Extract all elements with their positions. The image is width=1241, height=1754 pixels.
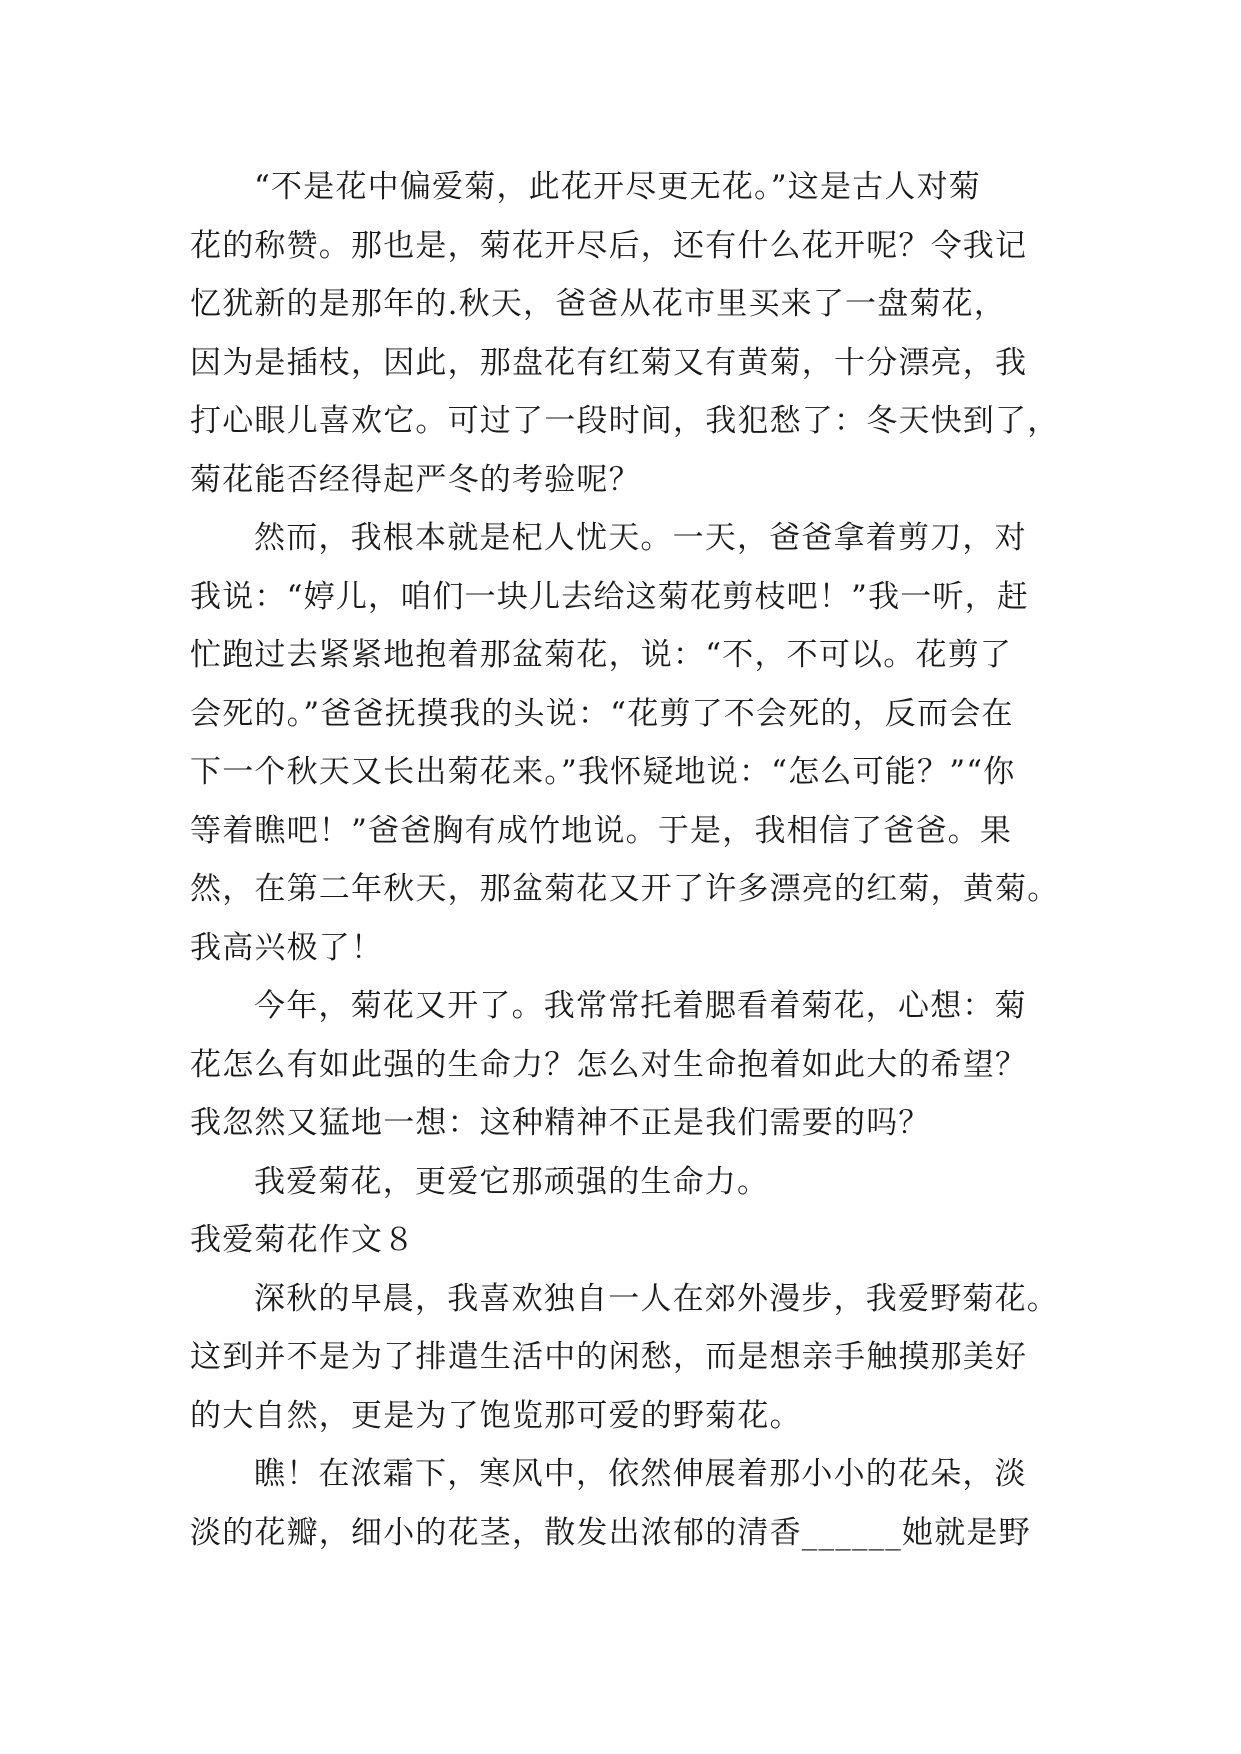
paragraph-line: 的大自然，更是为了饱览那可爱的野菊花。 [190, 1397, 802, 1434]
paragraph-line: 忆犹新的是那年的.秋天，爸爸从花市里买来了一盘菊花， [190, 286, 1007, 322]
paragraph-line: 我高兴极了！ [190, 929, 384, 966]
paragraph-line: 打心眼儿喜欢它。可过了一段时间，我犯愁了：冬天快到了， [190, 403, 1060, 439]
paragraph-line: 我说：“婷儿，咱们一块儿去给这菊花剪枝吧！”我一听，赶 [190, 578, 1030, 615]
paragraph-line: 花的称赞。那也是，菊花开尽后，还有什么花开呢？令我记 [190, 227, 1028, 264]
paragraph-line: 然而，我根本就是杞人忧天。一天，爸爸拿着剪刀，对 [254, 520, 1027, 556]
paragraph-line: 因为是插枝，因此，那盘花有红菊又有黄菊，十分漂亮，我 [190, 344, 1028, 381]
paragraph-line: 深秋的早晨，我喜欢独自一人在郊外漫步，我爱野菊花。 [254, 1280, 1059, 1317]
document-page [190, 158, 1060, 1562]
paragraph-line: 菊花能否经得起严冬的考验呢？ [190, 461, 641, 498]
paragraph-line: 花怎么有如此强的生命力？怎么对生命抱着如此大的希望？ [190, 1046, 1028, 1083]
paragraph-line: 等着瞧吧！”爸爸胸有成竹地说。于是，我相信了爸爸。果 [190, 812, 1013, 849]
paragraph-line: 会死的。”爸爸抚摸我的头说：“花剪了不会死的，反而会在 [190, 695, 1014, 732]
paragraph-line: 我爱菊花，更爱它那顽强的生命力。 [254, 1163, 770, 1200]
paragraph-line: 淡的花瓣，细小的花茎，散发出浓郁的清香______她就是野 [190, 1514, 1031, 1551]
paragraph-line: “不是花中偏爱菊，此花开尽更无花。”这是古人对菊 [254, 169, 981, 205]
paragraph-line: 今年，菊花又开了。我常常托着腮看着菊花，心想：菊 [254, 988, 1027, 1024]
section-heading: 我爱菊花作文８ [190, 1222, 416, 1258]
paragraph-line: 瞧！在浓霜下，寒风中，依然伸展着那小小的花朵，淡 [254, 1456, 1027, 1492]
paragraph-line: 忙跑过去紧紧地抱着那盆菊花，说：“不，不可以。花剪了 [190, 637, 1013, 673]
paragraph-line: 下一个秋天又长出菊花来。”我怀疑地说：“怎么可能？”“你 [190, 754, 1016, 790]
paragraph-line: 然，在第二年秋天，那盆菊花又开了许多漂亮的红菊，黄菊。 [190, 871, 1060, 907]
paragraph-line: 这到并不是为了排遣生活中的闲愁，而是想亲手触摸那美好 [190, 1339, 1028, 1375]
paragraph-line: 我忽然又猛地一想：这种精神不正是我们需要的吗？ [190, 1105, 931, 1141]
